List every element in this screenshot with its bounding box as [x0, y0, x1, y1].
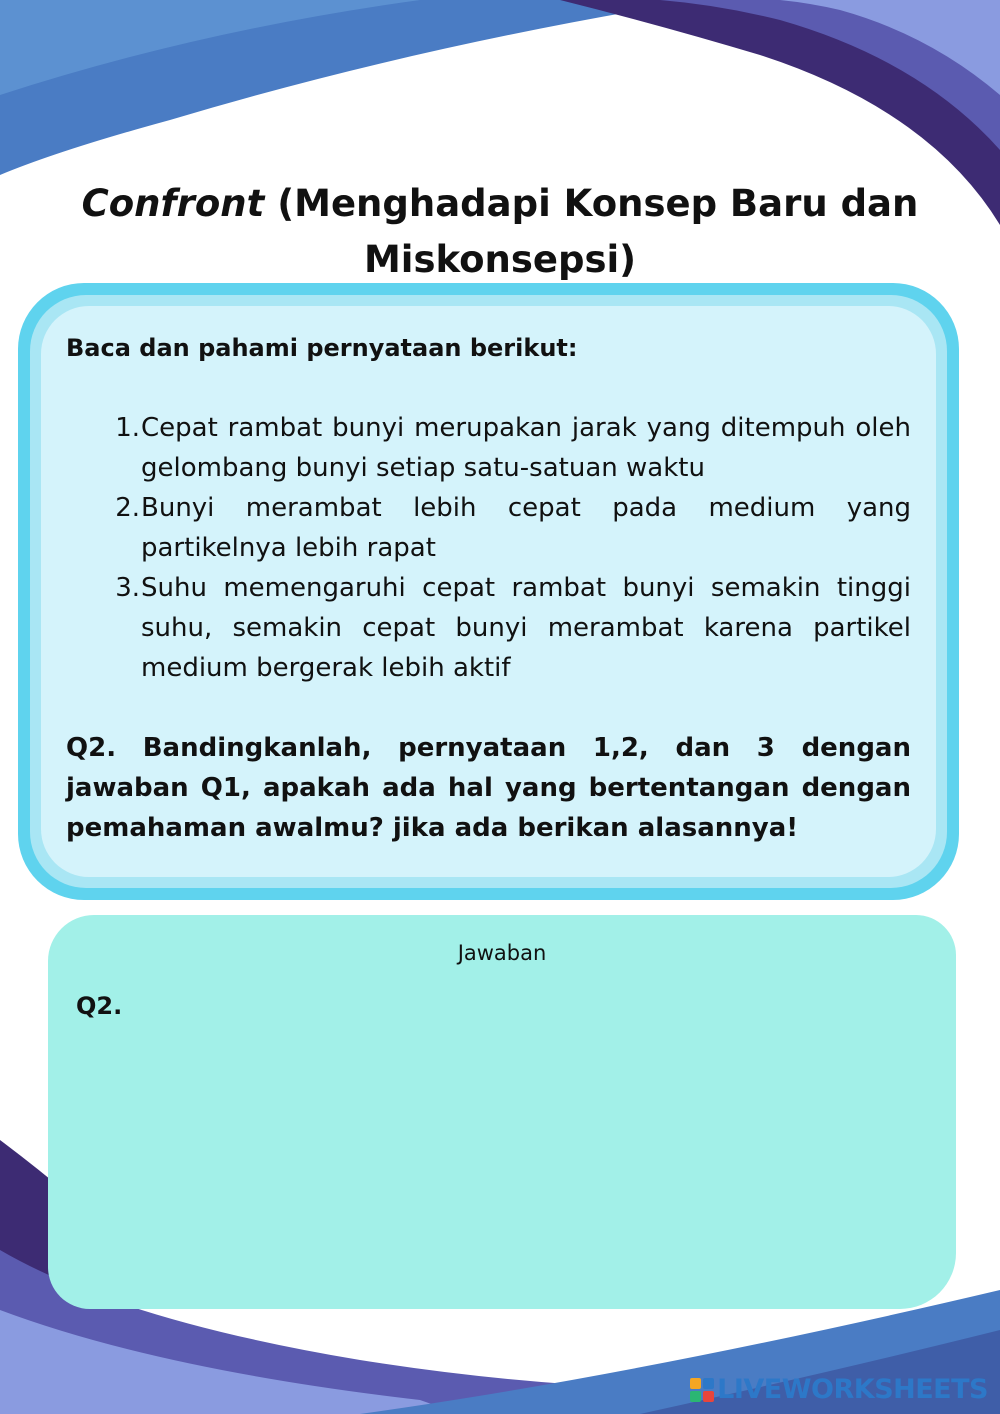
answer-heading: Jawaban	[457, 941, 547, 965]
statement-item	[66, 488, 911, 568]
answer-label: Q2.	[76, 992, 123, 1020]
liveworksheets-logo	[690, 1374, 988, 1406]
statement-item	[66, 568, 911, 688]
page-title	[60, 176, 940, 288]
statement-number: 3.	[115, 573, 140, 603]
logo-text: LIVEWORKSHEETS	[717, 1374, 988, 1405]
statement-text: Suhu memengaruhi cepat rambat bunyi semakin tinggi suhu, semakin cepat bunyi merambat karena partikel medium bergerak lebih aktif	[141, 573, 911, 683]
statement-text: Cepat rambat bunyi merupakan jarak yang ditempuh oleh gelombang bunyi setiap satu-satuan waktu	[141, 413, 911, 483]
title-rest: (Menghadapi Konsep Baru dan Miskonsepsi)	[264, 182, 919, 281]
question-q2: Q2. Bandingkanlah, pernyataan 1,2, dan 3 dengan jawaban Q1, apakah ada hal yang bertentangan dengan pemahaman awalmu? jika ada berikan alasannya!	[66, 733, 911, 843]
question-box	[18, 283, 959, 900]
question-box-inner	[41, 306, 936, 877]
statement-number: 2.	[115, 493, 140, 523]
answer-box	[48, 915, 956, 1309]
statement-list	[66, 408, 911, 688]
answer-q2-input[interactable]	[76, 1033, 930, 1287]
instruction-text: Baca dan pahami pernyataan berikut:	[66, 334, 578, 362]
statement-number: 1.	[115, 413, 140, 443]
question-box-ring	[30, 295, 947, 888]
title-italic: Confront	[81, 182, 265, 225]
liveworksheets-badge-icon	[690, 1378, 714, 1402]
statement-item	[66, 408, 911, 488]
statement-text: Bunyi merambat lebih cepat pada medium yang partikelnya lebih rapat	[141, 493, 911, 563]
